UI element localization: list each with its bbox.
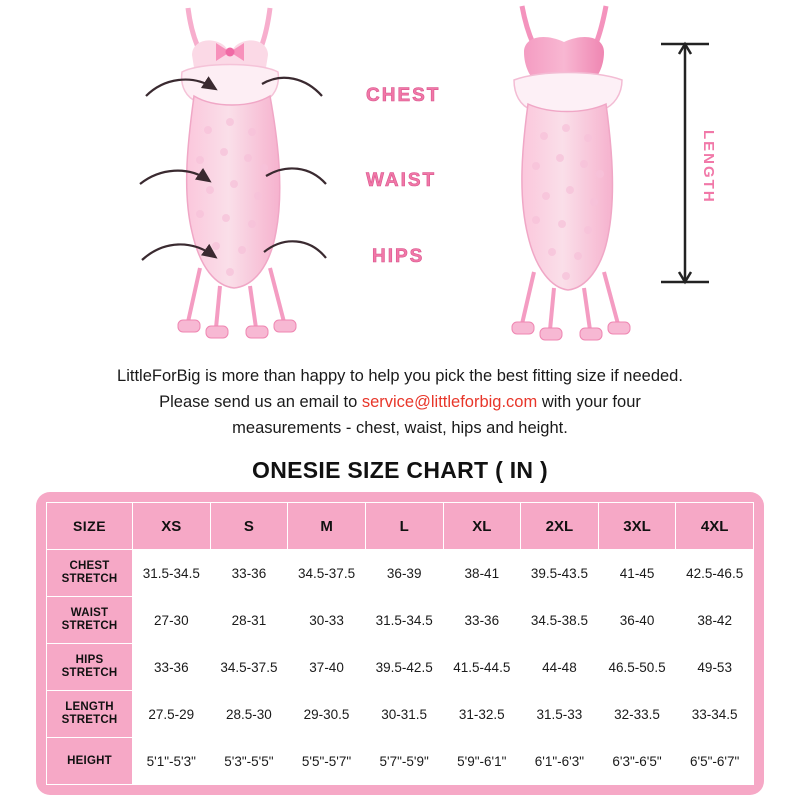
cell: 41-45 bbox=[598, 550, 676, 597]
cell: 31.5-34.5 bbox=[365, 597, 443, 644]
cell: 5'9"-6'1" bbox=[443, 738, 521, 785]
support-email[interactable]: service@littleforbig.com bbox=[361, 393, 538, 411]
cell: 34.5-38.5 bbox=[521, 597, 599, 644]
col-header-3xl: 3XL bbox=[598, 503, 676, 550]
cell: 31-32.5 bbox=[443, 691, 521, 738]
table-row bbox=[47, 691, 754, 738]
cell: 46.5-50.5 bbox=[598, 644, 676, 691]
cell: 5'5"-5'7" bbox=[288, 738, 366, 785]
cell: 27-30 bbox=[133, 597, 211, 644]
cell: 6'3"-6'5" bbox=[598, 738, 676, 785]
cell: 32-33.5 bbox=[598, 691, 676, 738]
row-header-length-stretch bbox=[47, 691, 133, 738]
cell: 33-36 bbox=[133, 644, 211, 691]
cell: 31.5-34.5 bbox=[133, 550, 211, 597]
cell: 33-34.5 bbox=[676, 691, 754, 738]
help-line-3: measurements - chest, waist, hips and height. bbox=[232, 419, 568, 437]
help-line-1: LittleForBig is more than happy to help you pick the best fitting size if needed. bbox=[117, 367, 683, 385]
size-corner-header: SIZE bbox=[47, 503, 133, 550]
row-header-line2: STRETCH bbox=[61, 714, 118, 726]
cell: 5'3"-5'5" bbox=[210, 738, 288, 785]
row-header-line2: STRETCH bbox=[61, 620, 118, 632]
cell: 37-40 bbox=[288, 644, 366, 691]
cell: 33-36 bbox=[443, 597, 521, 644]
row-header-hips-stretch bbox=[47, 644, 133, 691]
col-header-s: S bbox=[210, 503, 288, 550]
cell: 38-42 bbox=[676, 597, 754, 644]
cell: 34.5-37.5 bbox=[210, 644, 288, 691]
length-measure-label: LENGTH bbox=[700, 130, 717, 204]
row-header-line1: WAIST bbox=[70, 607, 109, 619]
cell: 39.5-42.5 bbox=[365, 644, 443, 691]
row-header-line2: STRETCH bbox=[61, 667, 118, 679]
product-illustration bbox=[0, 0, 800, 355]
cell: 34.5-37.5 bbox=[288, 550, 366, 597]
cell: 41.5-44.5 bbox=[443, 644, 521, 691]
row-header-height: HEIGHT bbox=[47, 738, 133, 785]
cell: 31.5-33 bbox=[521, 691, 599, 738]
row-header-line2: STRETCH bbox=[61, 573, 118, 585]
table-header-row bbox=[47, 503, 754, 550]
row-header-line1: CHEST bbox=[69, 560, 110, 572]
help-line-2-after: with your four bbox=[537, 393, 641, 411]
table-row bbox=[47, 738, 754, 785]
row-header-chest-stretch bbox=[47, 550, 133, 597]
cell: 6'1"-6'3" bbox=[521, 738, 599, 785]
cell: 5'7"-5'9" bbox=[365, 738, 443, 785]
chest-measure-label: CHEST bbox=[366, 85, 441, 106]
row-header-line1: LENGTH bbox=[65, 701, 114, 713]
table-row bbox=[47, 597, 754, 644]
cell: 5'1"-5'3" bbox=[133, 738, 211, 785]
waist-measure-label: WAIST bbox=[366, 170, 437, 191]
cell: 42.5-46.5 bbox=[676, 550, 754, 597]
onesie-front-illustration bbox=[130, 0, 340, 350]
help-text-block bbox=[0, 363, 800, 441]
cell: 36-40 bbox=[598, 597, 676, 644]
col-header-xs: XS bbox=[133, 503, 211, 550]
cell: 33-36 bbox=[210, 550, 288, 597]
onesie-back-illustration bbox=[470, 0, 670, 350]
cell: 28-31 bbox=[210, 597, 288, 644]
col-header-l: L bbox=[365, 503, 443, 550]
size-chart-container bbox=[36, 492, 764, 795]
cell: 30-31.5 bbox=[365, 691, 443, 738]
cell: 28.5-30 bbox=[210, 691, 288, 738]
col-header-4xl: 4XL bbox=[676, 503, 754, 550]
cell: 27.5-29 bbox=[133, 691, 211, 738]
size-chart-table bbox=[46, 502, 754, 785]
hips-measure-label: HIPS bbox=[372, 246, 425, 267]
help-line-2 bbox=[40, 389, 760, 415]
cell: 44-48 bbox=[521, 644, 599, 691]
cell: 36-39 bbox=[365, 550, 443, 597]
cell: 29-30.5 bbox=[288, 691, 366, 738]
help-line-2-before: Please send us an email to bbox=[159, 393, 362, 411]
col-header-m: M bbox=[288, 503, 366, 550]
col-header-xl: XL bbox=[443, 503, 521, 550]
cell: 30-33 bbox=[288, 597, 366, 644]
cell: 39.5-43.5 bbox=[521, 550, 599, 597]
row-header-waist-stretch bbox=[47, 597, 133, 644]
cell: 6'5"-6'7" bbox=[676, 738, 754, 785]
table-row bbox=[47, 644, 754, 691]
cell: 38-41 bbox=[443, 550, 521, 597]
col-header-2xl: 2XL bbox=[521, 503, 599, 550]
size-chart-title: ONESIE SIZE CHART ( IN ) bbox=[252, 457, 548, 483]
table-row bbox=[47, 550, 754, 597]
row-header-line1: HIPS bbox=[75, 654, 104, 666]
cell: 49-53 bbox=[676, 644, 754, 691]
